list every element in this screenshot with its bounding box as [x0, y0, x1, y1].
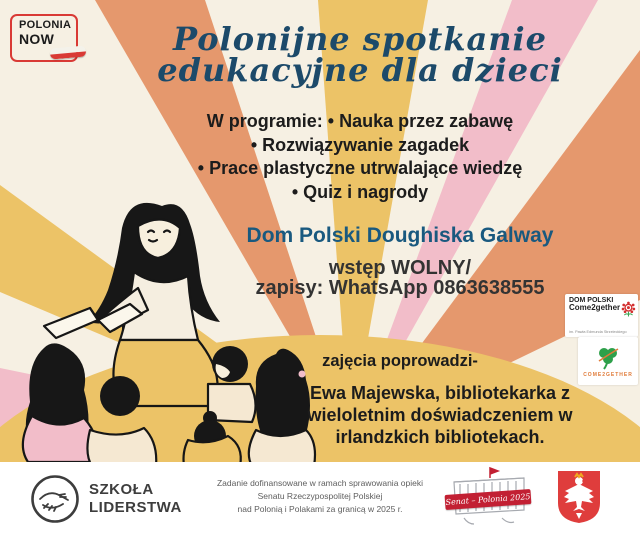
entry-info: [160, 258, 640, 298]
program-line: • Quiz i nagrody: [291, 181, 429, 202]
flower-target-icon: [621, 297, 636, 321]
entry-free-line: wstęp WOLNY/: [328, 257, 472, 279]
shamrock-icon: [595, 345, 621, 371]
dom-polski-caption: im. Pawła Edmunda Strzeleckiego: [569, 330, 627, 334]
come2gether-shamrock-logo: COME2GETHER: [578, 337, 638, 385]
hands-circle-icon: [30, 474, 80, 524]
book: [44, 308, 98, 338]
program-line: • Prace plastyczne utrwalające wiedzę: [197, 158, 523, 178]
funding-statement: Zadanie dofinansowane w ramach sprawowania opieki Senatu Rzeczypospolitej Polskiej nad Polonią i Polakami za granicą w 2025 r.: [216, 478, 423, 514]
presenter-bio: Ewa Majewska, bibliotekarka z wieloletnim doświadczeniem w irlandzkich bibliotekach.: [307, 383, 573, 447]
senat-ribbon: Senat – Polonia 2025: [445, 489, 532, 510]
senat-polonia-logo: [444, 466, 536, 530]
program-line: • Rozwiązywanie zagadek: [250, 134, 470, 155]
child-boy-left-shirt: [87, 428, 156, 466]
poland-coat-of-arms: [556, 469, 602, 525]
polonia-now-text: POLONIA: [19, 19, 72, 31]
footer-bar: [0, 462, 640, 537]
host-intro: zajęcia poprowadzi-: [322, 352, 478, 370]
entry-signup-line: zapisy: WhatsApp 0863638555: [255, 277, 545, 299]
program-list: [90, 110, 630, 204]
polonia-now-text: NOW: [19, 30, 55, 47]
poster-title: Polonijne spotkanie edukacyjne dla dzieci: [157, 20, 563, 89]
venue-name: Dom Polski Doughiska Galway: [246, 224, 554, 247]
szkola-liderstwa-logo: SZKOŁA LIDERSTWA: [30, 474, 182, 524]
child-boy-right-head: [212, 346, 248, 382]
program-line: W programie: • Nauka przez zabawę: [206, 111, 514, 131]
dom-polski-come2gether-logo: DOM POLSKI Come2gether im. Pawła Edmunda Strzeleckiego: [565, 294, 638, 337]
child-boy-left-head: [100, 376, 140, 416]
polonia-now-logo: [10, 14, 78, 62]
